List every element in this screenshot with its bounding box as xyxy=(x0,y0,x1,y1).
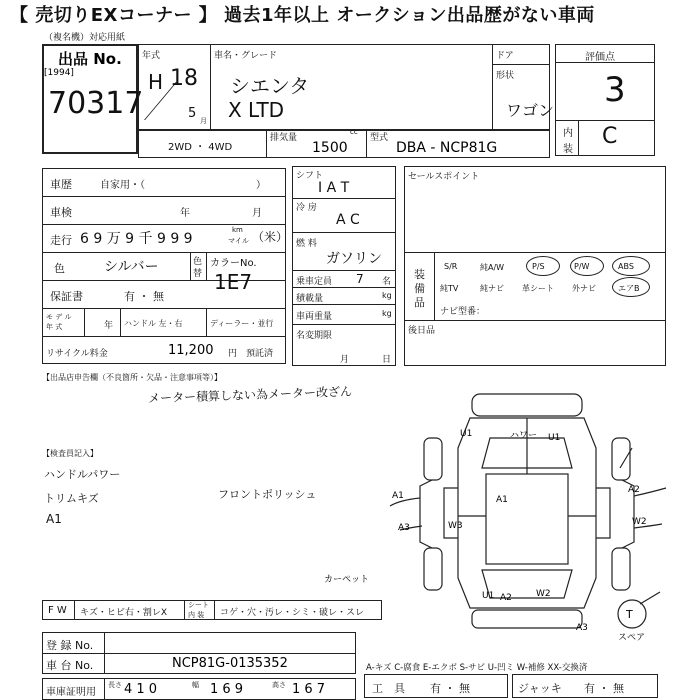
mileage-label: 走行 xyxy=(50,234,72,247)
history-close: ） xyxy=(256,180,266,191)
model-code-label: 型式 xyxy=(370,133,389,143)
color-code-label: カラーNo. xyxy=(210,258,257,269)
damage-mark-12: U1 xyxy=(482,591,495,601)
inspection-month: 月 xyxy=(252,208,262,219)
equipment-ext-navi: 外ナビ xyxy=(572,284,596,293)
model-year-handle: ハンドル 左・右 xyxy=(124,319,183,328)
circle-airbag xyxy=(612,277,650,297)
certificate-length-label: 長さ xyxy=(108,681,122,689)
certificate-height: 1 6 7 xyxy=(292,682,326,697)
fw-label: F W xyxy=(48,605,67,616)
history-value: 自家用・（ xyxy=(100,180,145,191)
damage-mark-3: U1 xyxy=(548,433,561,443)
tools-label: 工 具 xyxy=(372,682,405,695)
tools-value: 有 ・ 無 xyxy=(430,682,470,695)
equipment-sr: S/R xyxy=(444,262,458,271)
equipment-navi: 純ナビ xyxy=(480,284,504,293)
color-value: シルバー xyxy=(104,259,159,275)
year-month: 5 xyxy=(188,106,197,121)
fw-value: キズ・ヒビ右・割レX xyxy=(80,608,167,618)
certificate-height-label: 高さ xyxy=(272,681,286,689)
spare-mark: T xyxy=(626,608,633,621)
inspection-label: 車検 xyxy=(50,206,72,219)
inspector-line-3: A1 xyxy=(46,512,62,526)
mileage-value: 6 9 万 9 千 9 9 9 xyxy=(80,231,193,247)
drive-label: 2WD ・ 4WD xyxy=(168,142,233,153)
mileage-unit-mile: マイル xyxy=(228,237,249,245)
equipment-abs: ABS xyxy=(618,262,634,271)
model-grade: X LTD xyxy=(228,98,285,122)
registration-limit-unit: 月 xyxy=(340,355,350,365)
chassis-label: 車 台 No. xyxy=(46,659,94,672)
certificate-length: 4 1 0 xyxy=(124,682,158,697)
inspector-line-1: ハンドルパワー xyxy=(44,468,121,481)
circle-pw xyxy=(570,256,604,276)
body-type-value: ワゴン xyxy=(506,101,555,120)
circle-abs xyxy=(612,256,650,276)
year-era: H xyxy=(148,70,164,94)
color-label: 色 xyxy=(54,262,65,275)
equipment-label-2: 備 xyxy=(414,282,425,295)
body-type-label: 形状 xyxy=(496,71,515,81)
damage-mark-11: W2 xyxy=(536,589,551,599)
displacement-unit: cc xyxy=(350,128,358,136)
year-label: 年式 xyxy=(142,51,161,61)
shift-label: シフト xyxy=(296,171,324,181)
model-year-year: 年 xyxy=(104,321,114,331)
seat-label-1: シート xyxy=(188,601,209,609)
damage-mark-8: W2 xyxy=(632,517,647,527)
capacity-unit: 名 xyxy=(382,277,392,287)
capacity-value: 7 xyxy=(356,272,364,286)
fuel-label: 燃 料 xyxy=(296,239,317,249)
year-value: 18 xyxy=(170,66,198,91)
load-unit: kg xyxy=(382,291,392,300)
weight-unit: kg xyxy=(382,309,392,318)
seller-notes-value: メーター積算しない為メーター改ざん xyxy=(147,384,353,406)
model-label: 車名・グレード xyxy=(214,51,278,61)
door-label: ドア xyxy=(496,51,514,61)
recycle-note: 預託済 xyxy=(246,349,274,359)
aircon-label: 冷 房 xyxy=(296,203,317,213)
damage-mark-6: A3 xyxy=(398,523,410,533)
grade-label: 評価点 xyxy=(585,52,615,63)
model-name: シエンタ xyxy=(230,74,310,98)
model-year-label-1: モ デ ル xyxy=(46,313,72,321)
grade-score: 3 xyxy=(604,70,626,110)
equipment-tv: 純TV xyxy=(440,284,459,293)
circle-ps xyxy=(526,256,560,276)
interior-grade: C xyxy=(602,124,618,149)
lot-number: 70317 xyxy=(48,86,144,121)
seat-label-2: 内 装 xyxy=(188,611,205,619)
warranty-value: 有 ・ 無 xyxy=(124,290,164,303)
damage-mark-13: A3 xyxy=(576,623,588,633)
lot-label: 出品 No. xyxy=(58,50,122,68)
lot-sub: [1994] xyxy=(44,68,74,78)
damage-mark-2: ハワー xyxy=(510,431,538,441)
equipment-leather: 革シート xyxy=(522,284,554,293)
spare-label: スペア xyxy=(618,633,646,643)
equipment-label-3: 品 xyxy=(414,296,425,309)
equipment-aw: 純A/W xyxy=(480,263,505,272)
color-code: 1E7 xyxy=(214,270,253,294)
load-label: 積載量 xyxy=(296,294,324,304)
registration-limit-label: 名変期限 xyxy=(296,331,333,341)
mileage-mark: （米） xyxy=(252,230,289,244)
seat-value: コゲ・穴・汚レ・シミ・破レ・スレ xyxy=(220,608,365,618)
inspector-label: 【検査員記入】 xyxy=(42,449,98,458)
chassis-value: NCP81G-0135352 xyxy=(172,656,288,671)
damage-mark-5: A2 xyxy=(628,485,640,495)
certificate-label: 車庫証明用 xyxy=(46,687,96,698)
mileage-unit-km: km xyxy=(232,226,243,234)
displacement-label: 排気量 xyxy=(270,133,298,143)
jack-label: ジャッキ xyxy=(518,682,562,695)
inspector-line-2: トリムキズ xyxy=(44,492,99,505)
equipment-ps: P/S xyxy=(532,262,545,271)
banner-title: 【 売切りEXコーナー 】 過去1年以上 オークション出品歴がない車両 xyxy=(0,0,700,32)
recycle-label: リサイクル料金 xyxy=(46,349,108,359)
equipment-airbag: エアB xyxy=(618,284,640,293)
inspector-line-4: フロントポリッシュ xyxy=(218,488,317,501)
interior-label-1: 内 xyxy=(563,128,573,139)
interior-label-2: 装 xyxy=(563,144,573,155)
certificate-width-label: 幅 xyxy=(192,681,199,689)
damage-mark-4: A1 xyxy=(392,491,404,501)
form-note: （複名機）対応用紙 xyxy=(44,33,126,43)
later-note-label: 後日品 xyxy=(408,326,436,336)
registration-limit-day: 日 xyxy=(382,355,392,365)
recycle-unit: 円 xyxy=(228,349,238,359)
warranty-label: 保証書 xyxy=(50,290,83,303)
damage-mark-9: A1 xyxy=(496,495,508,505)
damage-mark-10: A2 xyxy=(500,593,512,603)
equipment-label-1: 装 xyxy=(414,268,425,281)
fuel-value: ガソリン xyxy=(326,251,382,267)
capacity-label: 乗車定員 xyxy=(296,277,333,287)
damage-mark-14: カーペット xyxy=(324,575,370,585)
color-change-2: 替 xyxy=(193,269,203,279)
inspection-year: 年 xyxy=(180,208,190,219)
navi-model-label: ナビ型番： xyxy=(440,307,486,317)
seller-notes-label: 【出品店申告欄（不良箇所・欠品・注意事項等）】 xyxy=(42,373,222,382)
displacement-value: 1500 xyxy=(312,140,348,156)
color-change-1: 色 xyxy=(193,257,203,267)
damage-mark-1: U1 xyxy=(460,429,473,439)
model-year-dealer: ディーラー・並行 xyxy=(210,319,274,328)
year-month-unit: 月 xyxy=(200,117,207,125)
model-year-label-2: 年 式 xyxy=(46,323,63,331)
certificate-width: 1 6 9 xyxy=(210,682,244,697)
registration-label: 登 録 No. xyxy=(46,639,94,652)
shift-value: I A T xyxy=(318,180,350,196)
car-diagram xyxy=(324,378,670,643)
damage-mark-7: W3 xyxy=(448,521,463,531)
weight-label: 車両重量 xyxy=(296,312,333,322)
equipment-pw: P/W xyxy=(574,262,590,271)
jack-value: 有 ・ 無 xyxy=(584,682,624,695)
aircon-value: A C xyxy=(336,212,360,228)
model-code-value: DBA - NCP81G xyxy=(396,140,498,156)
history-label: 車歴 xyxy=(50,178,72,191)
recycle-value: 11,200 xyxy=(168,343,214,358)
damage-legend: A-キズ C-腐食 E-エクボ S-サビ U-凹ミ W-補修 XX-交換済 xyxy=(366,663,588,673)
sales-point-label: セールスポイント xyxy=(408,172,480,182)
